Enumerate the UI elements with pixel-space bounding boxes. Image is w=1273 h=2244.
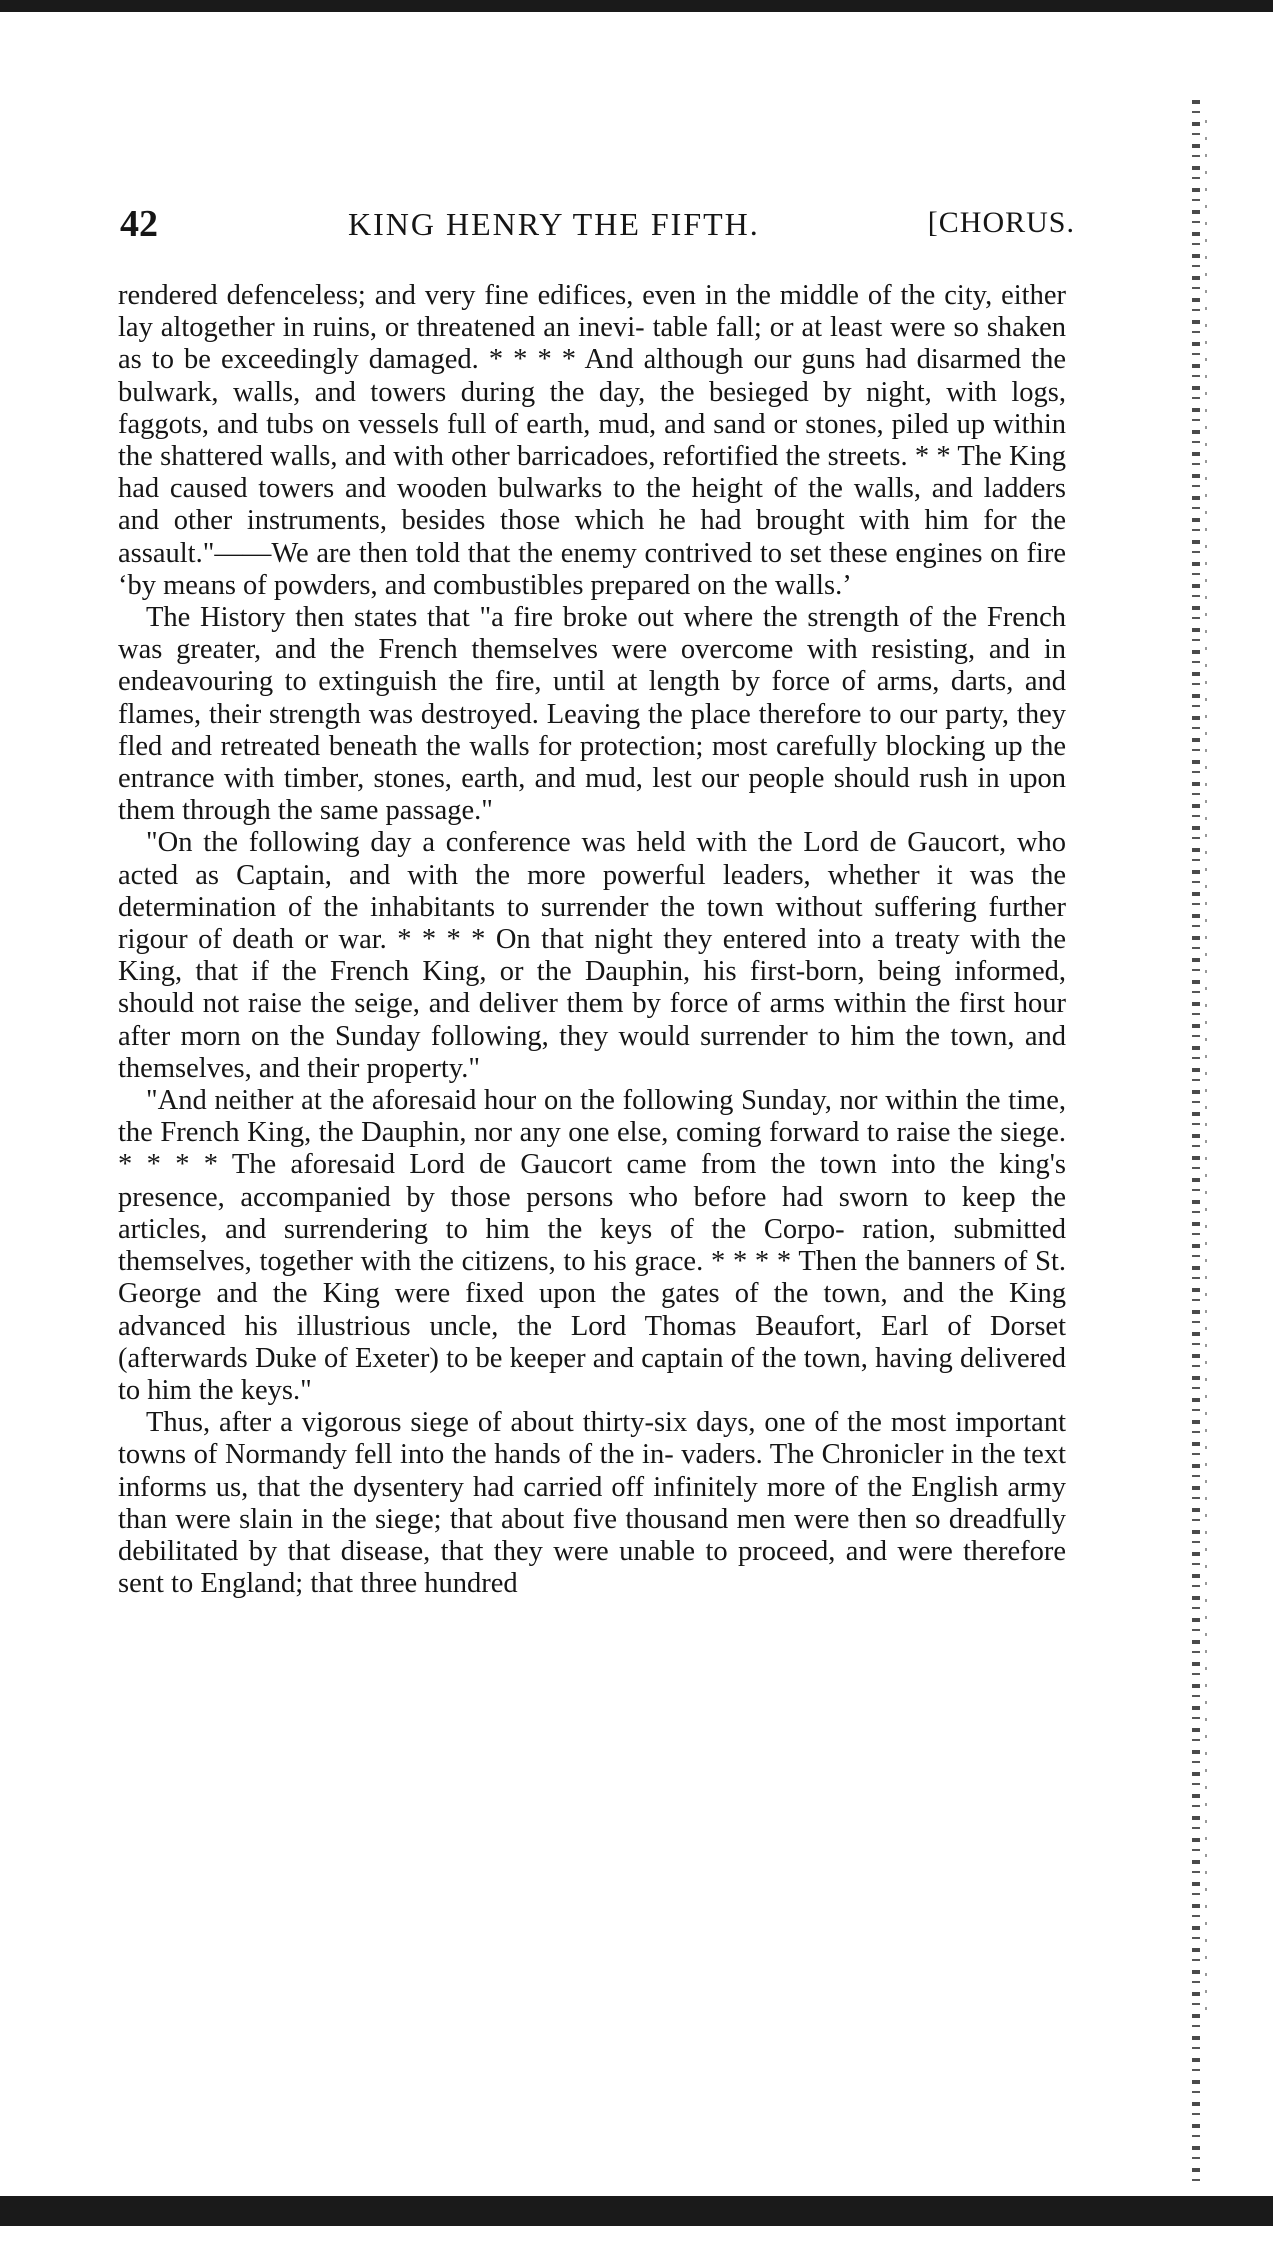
top-scan-border — [0, 0, 1273, 12]
paragraph-5: Thus, after a vigorous siege of about thirty-six days, one of the most important towns of Normandy fell into the hands of the in- vaders. The Chronicler in the text informs us, that the dysentery had carried off infinitely more of the English army than were slain in the siege; that about five thousand men were then so dreadfully debilitated by that disease, that they were unable to proceed, and were therefore sent to England; that three hundred — [118, 1407, 1066, 1600]
binding-edge — [1192, 100, 1200, 2190]
section-label: [CHORUS. — [927, 206, 1075, 239]
paragraph-2: The History then states that "a fire broke out where the strength of the French was greater, and the French themselves were overcome with resisting, and in endeavouring to extinguish the fire, until at length by force of arms, darts, and flames, their strength was destroyed. Leaving the place therefore to our party, they fled and retreated beneath the walls for protection; most carefully blocking up the entrance with timber, stones, earth, and mud, lest our people should rush in upon them through the same passage." — [118, 602, 1066, 827]
binding-edge-shadow — [1205, 120, 1207, 2020]
running-title: KING HENRY THE FIFTH. — [348, 206, 760, 242]
paragraph-4: "And neither at the aforesaid hour on the following Sunday, nor within the time, the French King, the Dauphin, nor any one else, coming forward to raise the siege. * * * * The aforesaid Lord de Gaucort came from the town into the king's presence, accompanied by those persons who before had sworn to keep the articles, and surrendering to him the keys of the Corpo- ration, submitted themselves, together with the citizens, to his grace. * * * * Then the banners of St. George and the King were fixed upon the gates of the town, and the King advanced his illustrious uncle, the Lord Thomas Beaufort, Earl of Dorset (afterwards Duke of Exeter) to be keeper and captain of the town, having delivered to him the keys." — [118, 1085, 1066, 1406]
page-number: 42 — [120, 203, 158, 245]
body-text — [118, 280, 1066, 1600]
running-header — [120, 202, 1075, 250]
paragraph-1: rendered defenceless; and very fine edifices, even in the middle of the city, either lay altogether in ruins, or threatened an inevi- table fall; or at least were so shaken as to be exceedingly damaged. * * * * And although our guns had disarmed the bulwark, walls, and towers during the day, the besieged by night, with logs, faggots, and tubs on vessels full of earth, mud, and sand or stones, piled up within the shattered walls, and with other barricadoes, refortified the streets. * * The King had caused towers and wooden bulwarks to the height of the walls, and ladders and other instruments, besides those which he had brought with him for the assault."——We are then told that the enemy contrived to set these engines on fire ‘by means of powders, and combustibles prepared on the walls.’ — [118, 280, 1066, 601]
paragraph-3: "On the following day a conference was held with the Lord de Gaucort, who acted as Captain, and with the more powerful leaders, whether it was the determination of the inhabitants to surrender the town without suffering further rigour of death or war. * * * * On that night they entered into a treaty with the King, that if the French King, or the Dauphin, his first-born, being informed, should not raise the seige, and deliver them by force of arms within the first hour after morn on the Sunday following, they would surrender to him the town, and themselves, and their property." — [118, 827, 1066, 1084]
bottom-scan-border — [0, 2196, 1273, 2226]
bottom-margin-strip — [0, 2226, 1273, 2244]
